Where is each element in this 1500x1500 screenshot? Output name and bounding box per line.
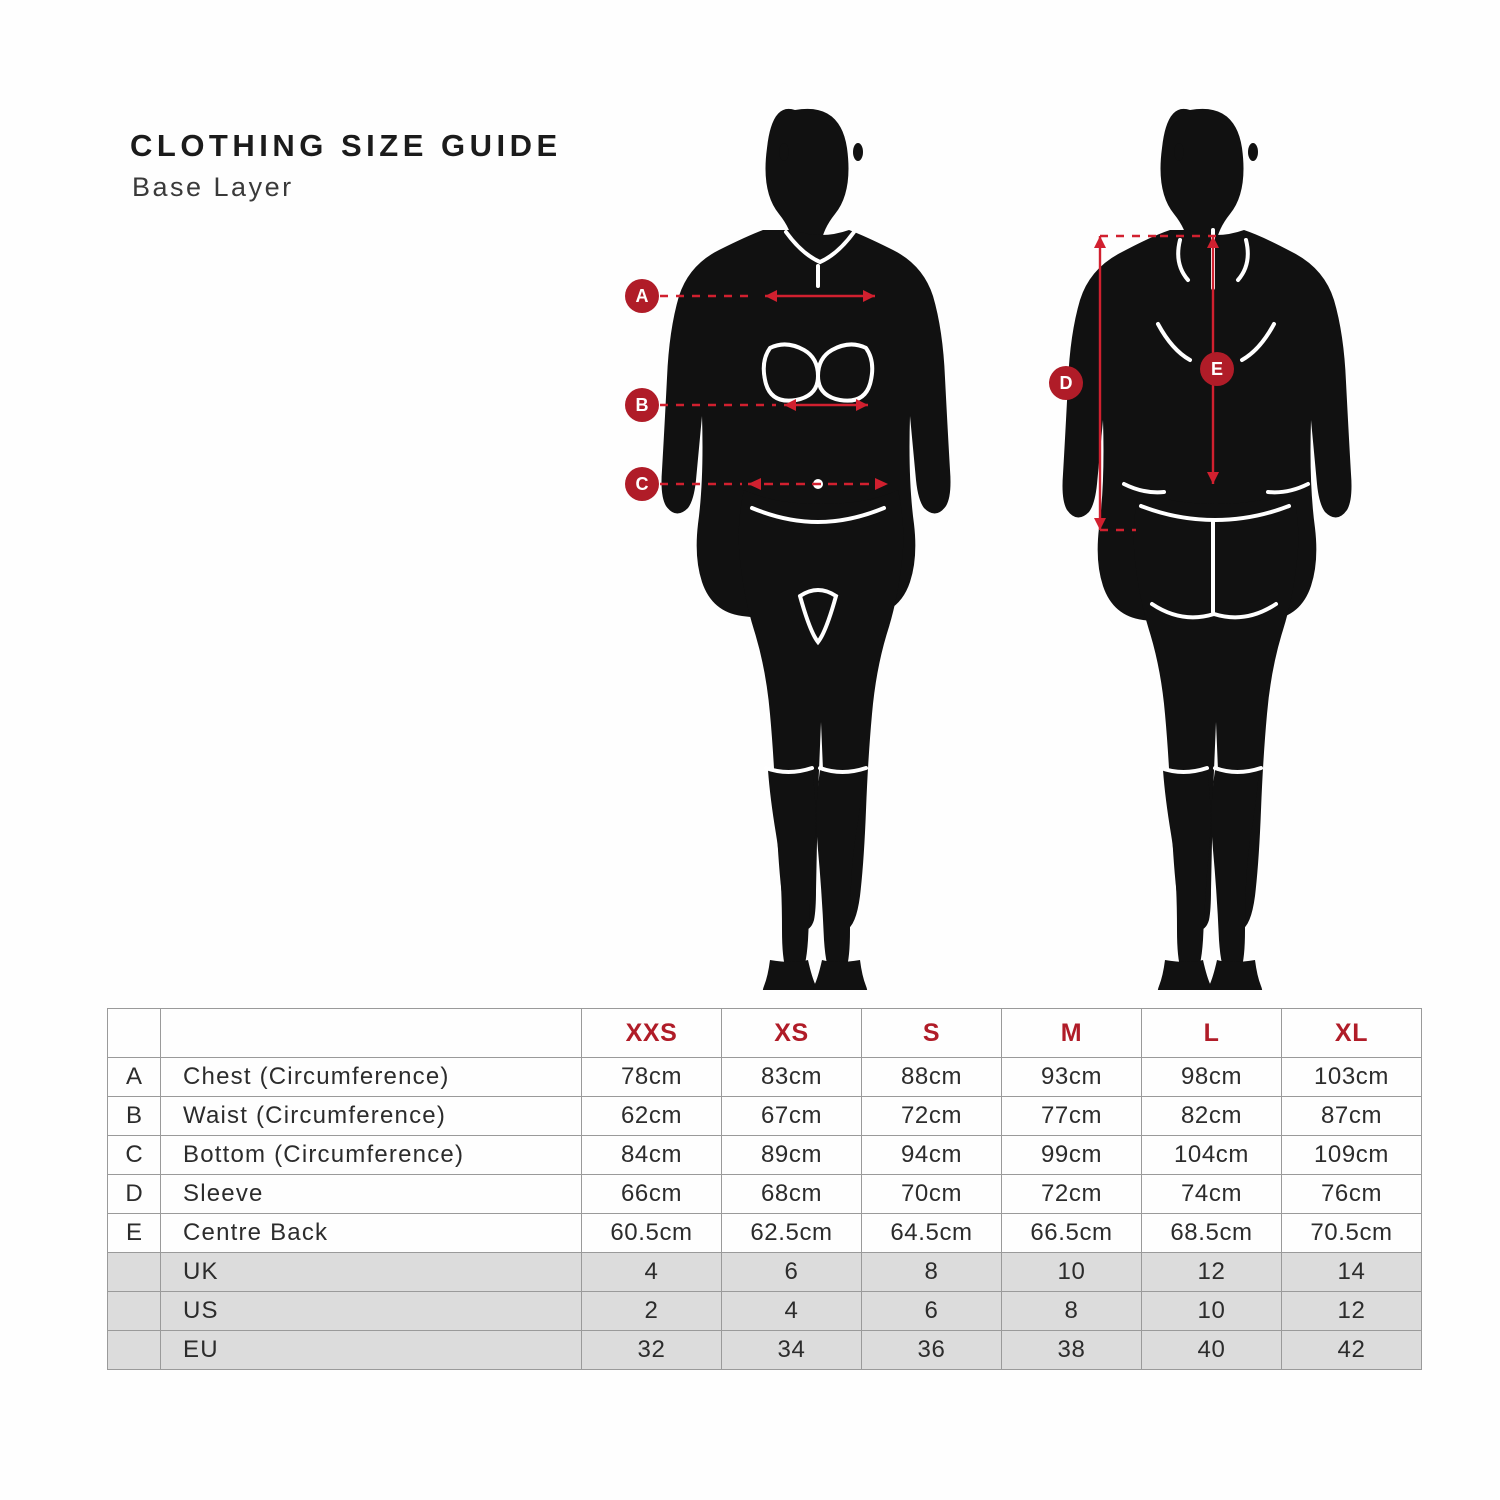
row-value-l: 40 xyxy=(1142,1331,1282,1370)
row-value-m: 72cm xyxy=(1002,1175,1142,1214)
table-row xyxy=(108,1214,1422,1253)
header-size-xl: XL xyxy=(1282,1009,1422,1058)
row-key: E xyxy=(108,1214,161,1253)
row-value-m: 99cm xyxy=(1002,1136,1142,1175)
row-value-s: 64.5cm xyxy=(862,1214,1002,1253)
row-value-l: 98cm xyxy=(1142,1058,1282,1097)
row-value-xxs: 84cm xyxy=(582,1136,722,1175)
row-key xyxy=(108,1253,161,1292)
table-row xyxy=(108,1058,1422,1097)
page-subtitle: Base Layer xyxy=(132,172,294,202)
row-value-m: 66.5cm xyxy=(1002,1214,1142,1253)
row-value-s: 70cm xyxy=(862,1175,1002,1214)
row-value-s: 36 xyxy=(862,1331,1002,1370)
row-value-m: 10 xyxy=(1002,1253,1142,1292)
row-label: Centre Back xyxy=(161,1214,582,1253)
header-size-xs: XS xyxy=(722,1009,862,1058)
row-value-xs: 67cm xyxy=(722,1097,862,1136)
row-value-m: 8 xyxy=(1002,1292,1142,1331)
row-label: Bottom (Circumference) xyxy=(161,1136,582,1175)
row-label: Chest (Circumference) xyxy=(161,1058,582,1097)
row-value-xs: 4 xyxy=(722,1292,862,1331)
row-key xyxy=(108,1292,161,1331)
row-value-xxs: 66cm xyxy=(582,1175,722,1214)
measurement-diagram-svg xyxy=(0,80,1500,990)
row-value-s: 94cm xyxy=(862,1136,1002,1175)
row-value-xs: 34 xyxy=(722,1331,862,1370)
back-figure xyxy=(1063,109,1352,990)
row-key: C xyxy=(108,1136,161,1175)
row-value-xxs: 32 xyxy=(582,1331,722,1370)
row-value-xxs: 78cm xyxy=(582,1058,722,1097)
header-measurement xyxy=(161,1009,582,1058)
row-value-xs: 68cm xyxy=(722,1175,862,1214)
row-value-xl: 87cm xyxy=(1282,1097,1422,1136)
row-value-l: 68.5cm xyxy=(1142,1214,1282,1253)
header-size-l: L xyxy=(1142,1009,1282,1058)
row-value-xl: 70.5cm xyxy=(1282,1214,1422,1253)
row-key: A xyxy=(108,1058,161,1097)
row-value-m: 93cm xyxy=(1002,1058,1142,1097)
row-value-xxs: 4 xyxy=(582,1253,722,1292)
row-key xyxy=(108,1331,161,1370)
table-row xyxy=(108,1331,1422,1370)
row-value-xxs: 60.5cm xyxy=(582,1214,722,1253)
row-label: UK xyxy=(161,1253,582,1292)
row-value-xl: 14 xyxy=(1282,1253,1422,1292)
row-value-s: 6 xyxy=(862,1292,1002,1331)
callout-bubble-b: B xyxy=(625,388,659,422)
front-figure xyxy=(662,109,951,990)
table-row xyxy=(108,1097,1422,1136)
table-row xyxy=(108,1253,1422,1292)
row-value-m: 38 xyxy=(1002,1331,1142,1370)
row-value-xl: 76cm xyxy=(1282,1175,1422,1214)
row-value-xl: 12 xyxy=(1282,1292,1422,1331)
row-value-s: 8 xyxy=(862,1253,1002,1292)
table-header-row xyxy=(108,1009,1422,1058)
table-row xyxy=(108,1136,1422,1175)
row-value-xl: 109cm xyxy=(1282,1136,1422,1175)
row-value-xxs: 2 xyxy=(582,1292,722,1331)
callout-bubble-a: A xyxy=(625,279,659,313)
row-value-m: 77cm xyxy=(1002,1097,1142,1136)
size-chart-table xyxy=(107,1008,1422,1370)
row-value-l: 74cm xyxy=(1142,1175,1282,1214)
row-value-xs: 83cm xyxy=(722,1058,862,1097)
table-row xyxy=(108,1292,1422,1331)
row-value-s: 88cm xyxy=(862,1058,1002,1097)
row-key: D xyxy=(108,1175,161,1214)
row-label: Sleeve xyxy=(161,1175,582,1214)
callout-bubble-e: E xyxy=(1200,352,1234,386)
row-value-xs: 89cm xyxy=(722,1136,862,1175)
body-diagram xyxy=(0,80,1500,990)
header-size-xxs: XXS xyxy=(582,1009,722,1058)
row-value-xs: 62.5cm xyxy=(722,1214,862,1253)
row-value-xs: 6 xyxy=(722,1253,862,1292)
row-key: B xyxy=(108,1097,161,1136)
row-value-xxs: 62cm xyxy=(582,1097,722,1136)
header-key xyxy=(108,1009,161,1058)
header-size-m: M xyxy=(1002,1009,1142,1058)
row-value-l: 12 xyxy=(1142,1253,1282,1292)
table-row xyxy=(108,1175,1422,1214)
row-value-l: 104cm xyxy=(1142,1136,1282,1175)
size-chart-table-wrap xyxy=(107,1008,1392,1370)
row-value-l: 10 xyxy=(1142,1292,1282,1331)
callout-bubble-d: D xyxy=(1049,366,1083,400)
header-size-s: S xyxy=(862,1009,1002,1058)
row-value-l: 82cm xyxy=(1142,1097,1282,1136)
callout-bubble-c: C xyxy=(625,467,659,501)
page-title: CLOTHING SIZE GUIDE xyxy=(130,128,562,163)
row-label: Waist (Circumference) xyxy=(161,1097,582,1136)
row-value-xl: 42 xyxy=(1282,1331,1422,1370)
row-value-xl: 103cm xyxy=(1282,1058,1422,1097)
row-value-s: 72cm xyxy=(862,1097,1002,1136)
row-label: EU xyxy=(161,1331,582,1370)
row-label: US xyxy=(161,1292,582,1331)
